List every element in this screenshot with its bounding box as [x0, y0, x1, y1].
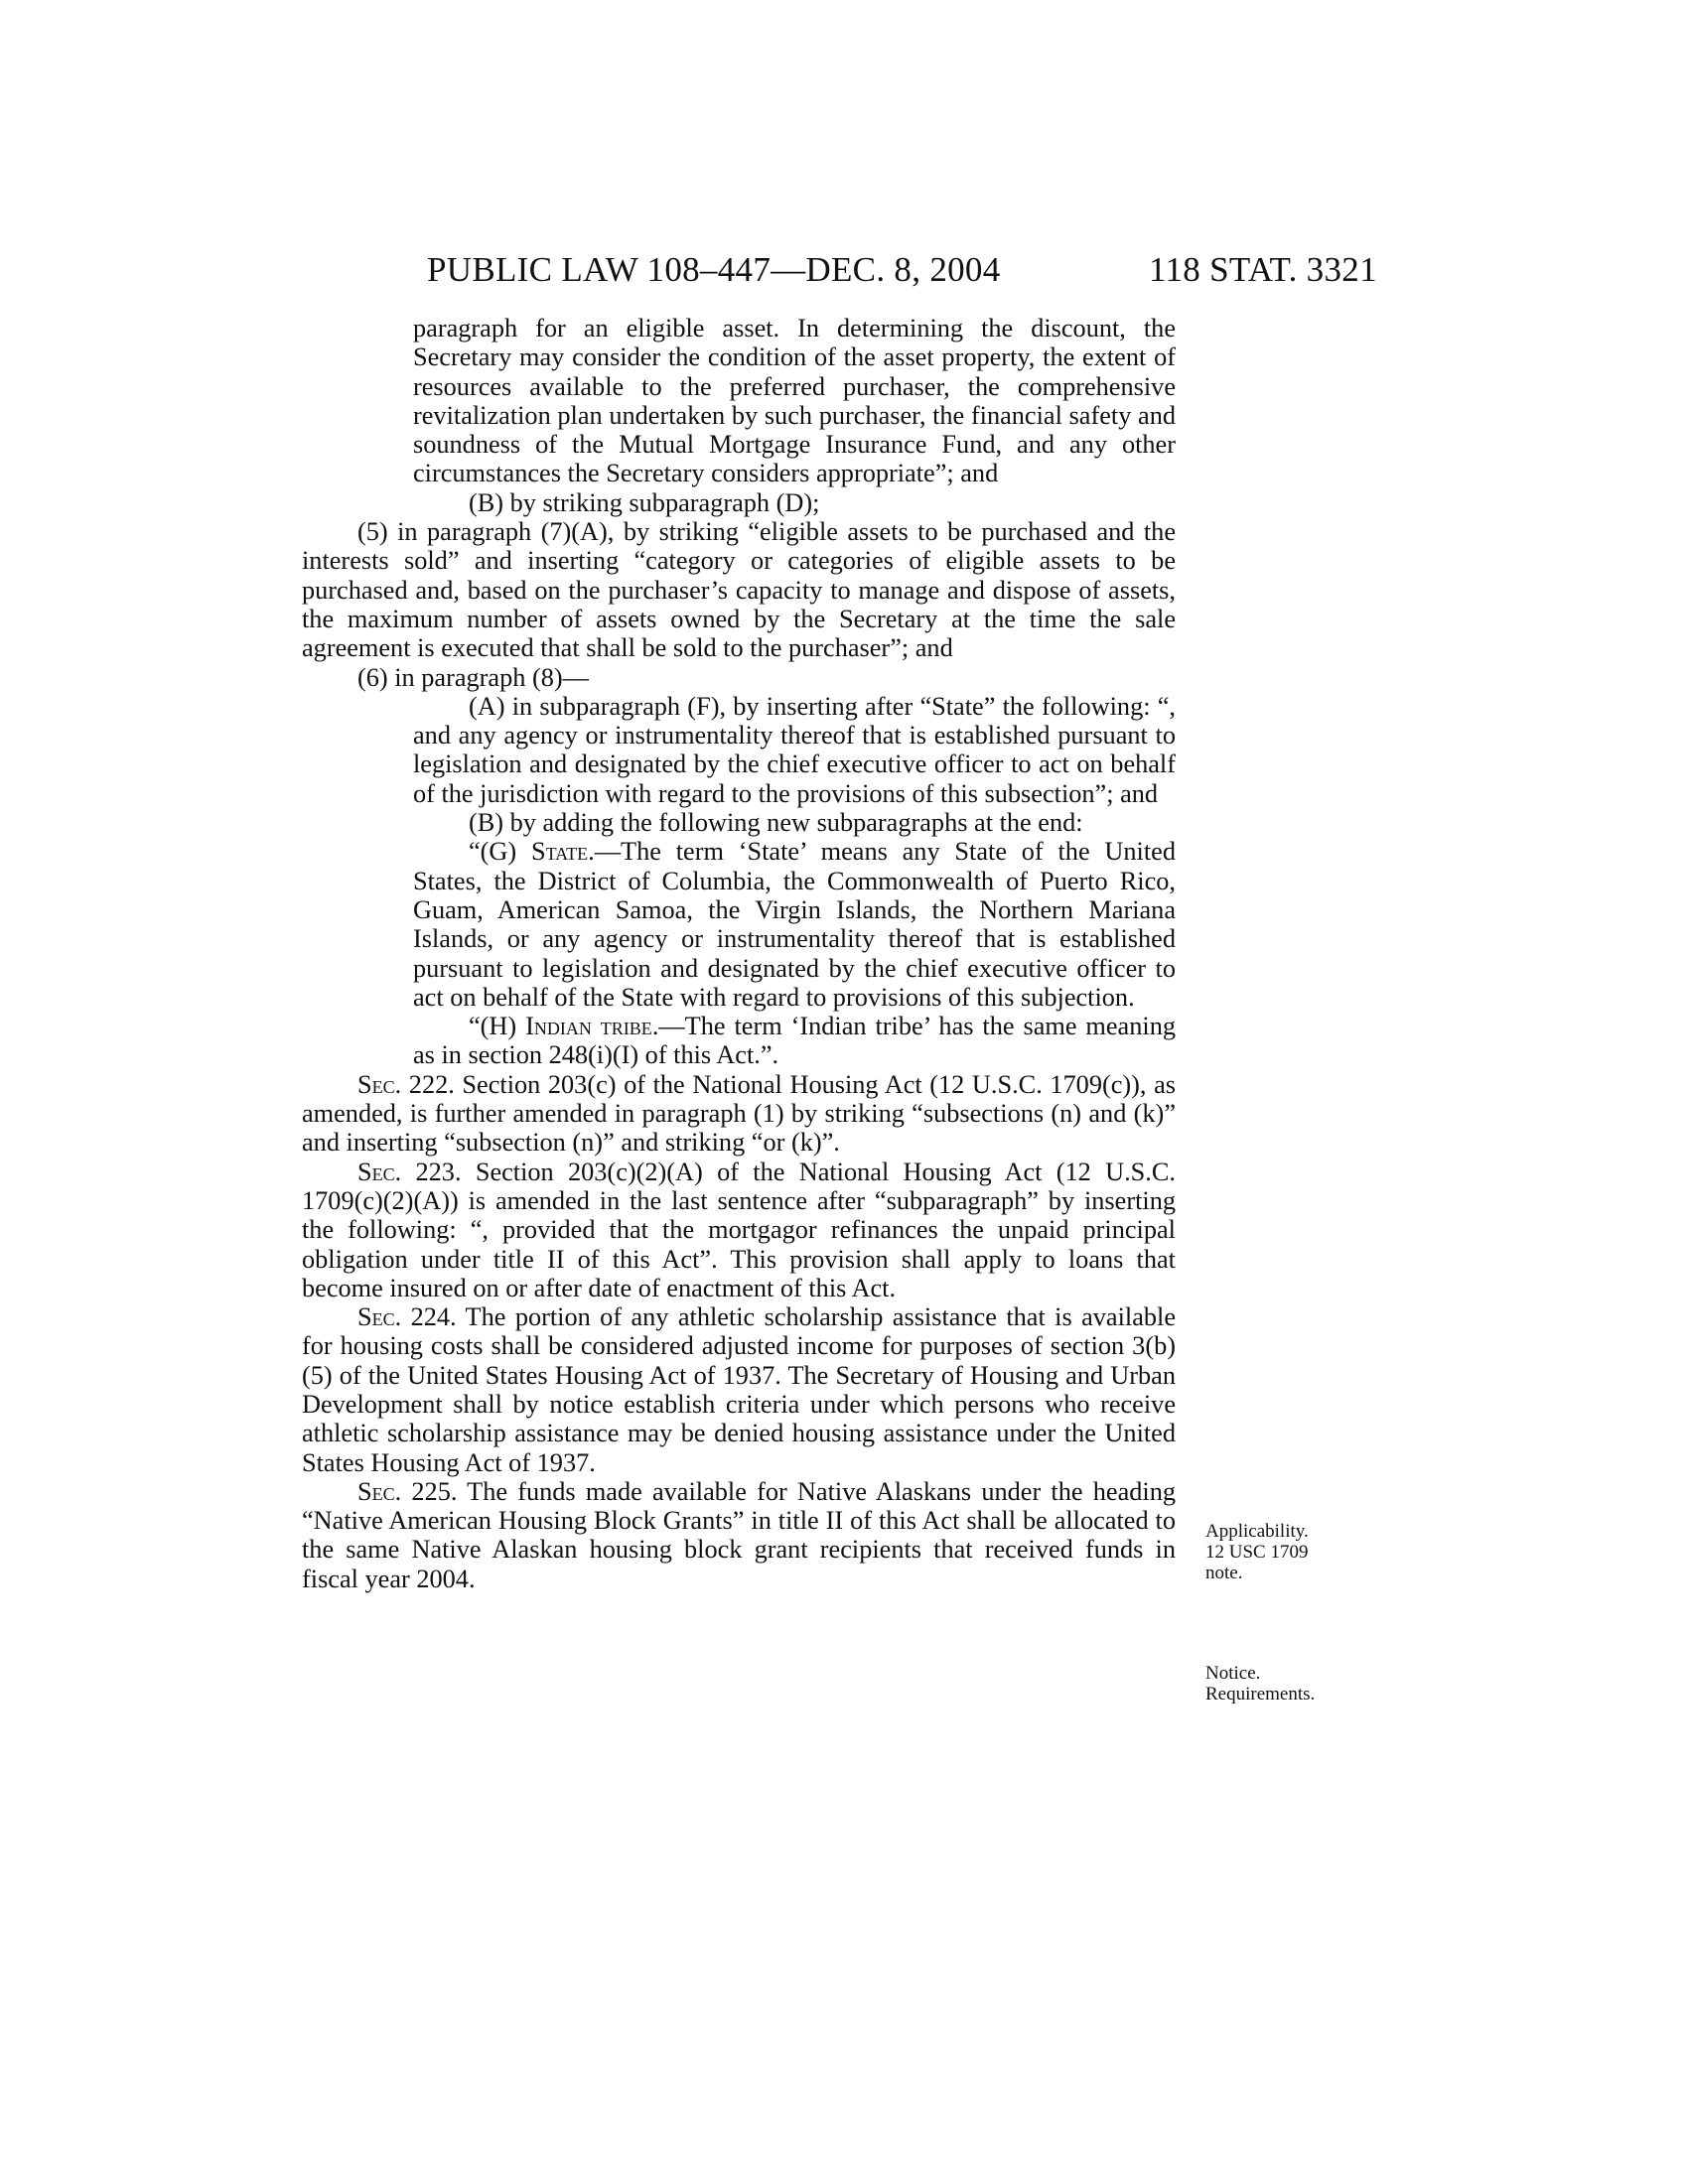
section-label: Sec. 225: [357, 1476, 451, 1506]
section-223: [302, 1158, 1176, 1302]
definition-term: State: [530, 837, 589, 867]
definition-lead: “(G): [469, 837, 531, 867]
section-224: [302, 1302, 1176, 1477]
margin-note-line: note.: [1205, 1563, 1243, 1583]
margin-note-notice: [1205, 1663, 1315, 1705]
section-text: . Section 203(c)(2)(A) of the National Housing Act (12 U.S.C. 1709(c)(2)(A)) is amended in the last sentence after “subparagraph” by inserting the following: “, provided that the mortgagor refinances the unpaid principal obligation under title II of this Act”. This provision shall apply to loans that become insured on or after date of enactment of this Act.: [302, 1157, 1176, 1302]
definition-state: [302, 837, 1176, 1012]
paragraph-6: (6) in paragraph (8)—: [357, 662, 589, 692]
section-text: . Section 203(c) of the National Housing Act (12 U.S.C. 1709(c)), as amended, is further amended in paragraph (1) by striking “subsections (n) and (k)” and inserting “subsection (n)” and striking “or (k)”.: [302, 1069, 1176, 1158]
document-body: [302, 314, 1176, 1593]
paragraph-continuation: paragraph for an eligible asset. In determining the discount, the Secretary may consider the condition of the asset property, the extent of resources available to the preferred purchaser, the comprehensive revitalization plan undertaken by such purchaser, the financial safety and soundness of the Mutual Mortgage Insurance Fund, and any other circumstances the Secretary considers appropriate”; and: [413, 314, 1176, 488]
paragraph-6a: (A) in subparagraph (F), by inserting after “State” the following: “, and any agency or instrumentality thereof that is established pursuant to legislation and designated by the chief executive officer to act on behalf of the jurisdiction with regard to the provisions of this subsection”; and: [413, 691, 1176, 808]
margin-note-applicability: [1205, 1521, 1309, 1583]
paragraph-6b: (B) by adding the following new subparagraphs at the end:: [469, 808, 1083, 838]
section-222: [302, 1070, 1176, 1158]
definition-lead: “(H): [469, 1012, 526, 1041]
section-label: Sec. 224: [357, 1302, 451, 1332]
section-text: . The portion of any athletic scholarship assistance that is available for housing costs shall be considered adjusted income for purposes of section 3(b)(5) of the United States Housing Act of 1937. The Secretary of Housing and Urban Development shall by notice establish criteria under which persons who receive athletic scholarship assistance may be denied housing assistance under the United States Housing Act of 1937.: [302, 1302, 1176, 1477]
paragraph-subpara-b: (B) by striking subparagraph (D);: [469, 487, 820, 517]
definition-text: .—The term ‘State’ means any State of the United States, the District of Columbia, the Commonwealth of Puerto Rico, Guam, American Samoa, the Virgin Islands, the Northern Mariana Islands, or any agency or instrumentality thereof that is established pursuant to legislation and designated by the chief executive officer to act on behalf of the State with regard to provisions of this subjection.: [413, 837, 1176, 1012]
section-label: Sec. 223: [357, 1157, 455, 1186]
margin-note-line: Applicability.: [1205, 1521, 1309, 1542]
page-stat-number: 118 STAT. 3321: [1149, 250, 1377, 289]
definition-text: .—The term ‘Indian tribe’ has the same meaning as in section 248(i)(I) of this Act.”.: [413, 1012, 1176, 1070]
margin-note-line: Notice.: [1205, 1663, 1261, 1684]
running-header-title: PUBLIC LAW 108–447—DEC. 8, 2004: [427, 250, 1001, 289]
section-label: Sec. 222: [357, 1069, 449, 1099]
section-text: . The funds made available for Native Alaskans under the heading “Native American Housing Block Grants” in title II of this Act shall be allocated to the same Native Alaskan housing block grant recipients that received funds in fiscal year 2004.: [302, 1476, 1176, 1593]
margin-note-line: 12 USC 1709: [1205, 1542, 1309, 1563]
definition-indian-tribe: [302, 1012, 1176, 1070]
margin-note-line: Requirements.: [1205, 1684, 1316, 1705]
paragraph-5: (5) in paragraph (7)(A), by striking “eligible assets to be purchased and the interests sold” and inserting “category or categories of eligible assets to be purchased and, based on the purchaser’s capacity to manage and dispose of assets, the maximum number of assets owned by the Secretary at the time the sale agreement is executed that shall be sold to the purchaser”; and: [302, 517, 1176, 663]
definition-term: Indian tribe: [525, 1012, 652, 1041]
section-225: [302, 1477, 1176, 1593]
